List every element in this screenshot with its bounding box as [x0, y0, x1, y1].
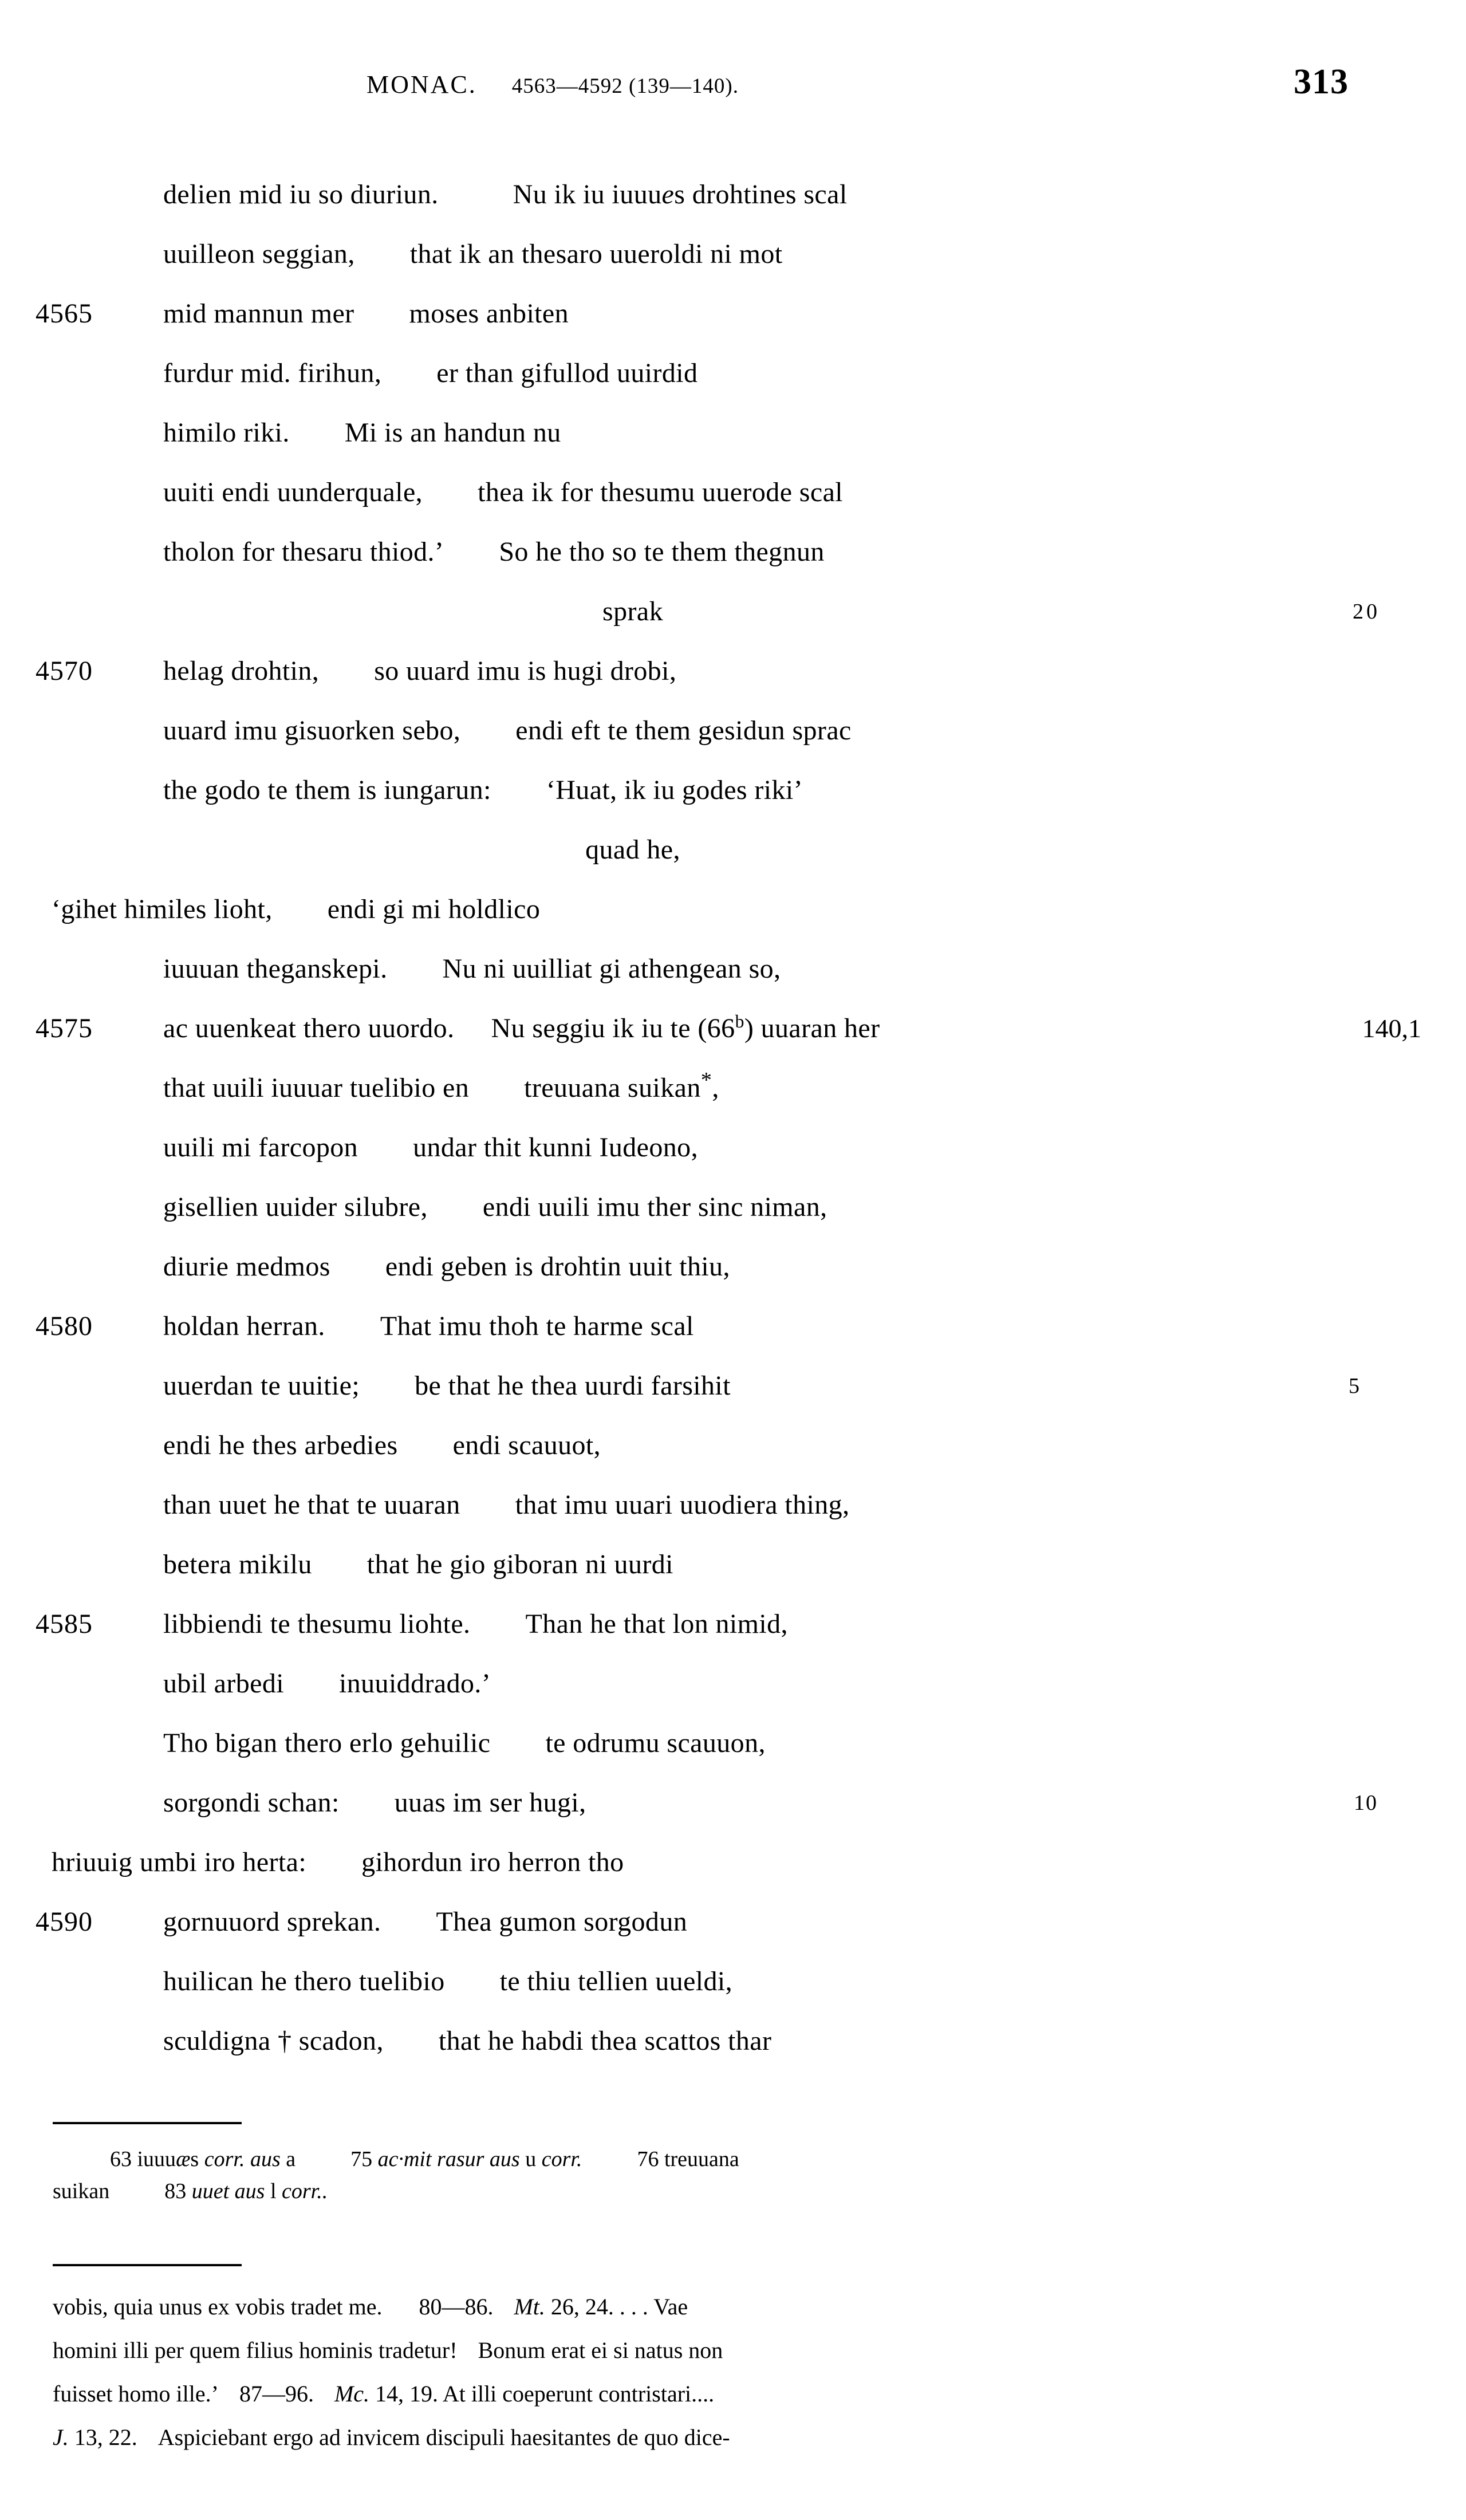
marginal-line-number: 20	[1353, 600, 1380, 624]
verse-line	[0, 1475, 1466, 1535]
marginal-line-number: 140,1	[1362, 1014, 1421, 1043]
verse-text	[163, 999, 880, 1058]
text-run: himilo riki.	[163, 418, 290, 448]
verse-line	[0, 1297, 1466, 1356]
text-run: uuard imu gisuorken sebo,	[163, 715, 461, 746]
verse-text	[163, 1773, 586, 1833]
verse-text	[163, 522, 825, 582]
verse-text	[52, 880, 540, 939]
text-run: Nu ni uuilliat gi athengean so,	[442, 954, 781, 984]
text-run: furdur mid. firihun,	[163, 358, 382, 388]
text-run: treuuana suikan	[524, 1073, 701, 1103]
verse-text	[163, 403, 561, 463]
text-run: suikan	[53, 2179, 110, 2203]
text-run: endi he thes arbedies	[163, 1430, 398, 1460]
text-run: Tho bigan thero erlo gehuilic	[163, 1728, 491, 1758]
text-run: 14, 19. At illi coeperunt contristari....	[369, 2381, 715, 2407]
verse-line	[0, 880, 1466, 939]
text-run: holdan herran.	[163, 1311, 325, 1341]
text-run: l	[265, 2179, 282, 2203]
text-run: uuet aus	[191, 2179, 265, 2203]
text-run: ,	[712, 1073, 719, 1103]
text-run: thea ik for thesumu uuerode scal	[478, 477, 844, 507]
text-run: uuili mi farcopon	[163, 1132, 358, 1163]
text-run: uuiti endi uunderquale,	[163, 477, 423, 507]
text-run: helag drohtin,	[163, 656, 320, 686]
text-run: æ	[176, 2147, 191, 2171]
text-run: betera mikilu	[163, 1549, 312, 1580]
running-head-manuscript-label: MONAC.	[366, 70, 477, 99]
text-run: Bonum erat ei si natus non	[478, 2337, 723, 2363]
verse-line	[0, 999, 1466, 1058]
text-run: be that he thea uurdi farsihit	[415, 1371, 731, 1401]
text-run: te odrumu scauuon,	[545, 1728, 766, 1758]
text-run: Mi is an handun nu	[344, 418, 561, 448]
verse-text	[163, 1892, 687, 1952]
verse-text	[163, 225, 783, 284]
text-run: inuuiddrado.’	[339, 1668, 491, 1699]
verse-text	[163, 701, 852, 761]
text-run: fuisset homo ille.’	[53, 2381, 219, 2407]
text-run: moses anbiten	[409, 298, 569, 329]
apparatus-line	[53, 2143, 1421, 2175]
text-run: Nu seggiu ik iu te (66	[491, 1013, 735, 1044]
text-run: endi scauuot,	[452, 1430, 601, 1460]
verse-text	[163, 1356, 731, 1416]
verse-number: 4565	[36, 298, 93, 329]
text-run: ‘gihet himiles lioht	[52, 894, 266, 924]
text-run: huilican he thero tuelibio	[163, 1966, 445, 1997]
apparatus-rule	[53, 2122, 242, 2124]
text-run: ) uuaran her	[744, 1013, 880, 1044]
verse-line	[0, 1118, 1466, 1178]
verse-line	[0, 1237, 1466, 1297]
source-rule	[53, 2264, 242, 2266]
verse-line	[0, 1654, 1466, 1714]
text-run: that uuili iuuuar tuelibio en	[163, 1073, 470, 1103]
verse-line	[0, 1535, 1466, 1594]
verse-line	[0, 403, 1466, 463]
verse-line	[0, 701, 1466, 761]
text-run: Mt.	[514, 2294, 545, 2320]
verse-text	[163, 1952, 732, 2011]
verse-text	[163, 1118, 698, 1178]
text-run: Nu ik iu iuuu	[513, 179, 662, 210]
verse-text	[163, 1178, 827, 1237]
text-run: iuuuan theganskepi.	[163, 954, 388, 984]
latin-source-line	[53, 2329, 1398, 2372]
latin-source-notes	[53, 2285, 1398, 2459]
verse-text	[163, 939, 781, 999]
verse-number: 4585	[36, 1609, 93, 1639]
text-run: er than gifullod uuirdid	[436, 358, 698, 388]
marginal-line-number: 10	[1354, 1791, 1378, 1815]
verse-text	[163, 1714, 766, 1773]
page-number: 313	[1294, 62, 1349, 101]
verse-line	[0, 1892, 1466, 1952]
text-run: libbiendi te thesumu liohte.	[163, 1609, 471, 1639]
text-run: vobis, quia unus ex vobis tradet me.	[53, 2294, 383, 2320]
running-head	[0, 62, 1466, 116]
verse-line	[0, 1178, 1466, 1237]
text-run: corr. aus	[204, 2147, 281, 2171]
text-run: endi eft te them gesidun sprac	[515, 715, 852, 746]
text-run: ac uuenkeat thero uuordo.	[163, 1013, 455, 1044]
text-run: uuas im ser hugi,	[394, 1787, 586, 1818]
text-run: gisellien uuider silubre,	[163, 1192, 428, 1222]
verse-text	[163, 1654, 491, 1714]
latin-source-line	[53, 2416, 1398, 2459]
verse-text	[52, 1833, 624, 1892]
text-run: So he tho so te them thegnun	[499, 537, 825, 567]
text-run: 13, 22.	[68, 2424, 137, 2450]
text-run: hriuuig umbi iro herta:	[52, 1847, 307, 1877]
verse-line	[0, 1416, 1466, 1475]
verse-body	[0, 165, 1466, 2071]
text-run: 26, 24. . . . Vae	[545, 2294, 688, 2320]
verse-number: 4575	[36, 1013, 93, 1044]
verse-number: 4580	[36, 1311, 93, 1341]
text-run: endi geben is drohtin uuit thiu,	[385, 1251, 730, 1282]
verse-line	[0, 582, 1466, 641]
verse-line	[0, 761, 1466, 820]
verse-line	[0, 641, 1466, 701]
text-run: Mc.	[334, 2381, 370, 2407]
text-run: that he habdi thea scattos thar	[438, 2026, 772, 2056]
text-run: endi gi mi holdlico	[327, 894, 541, 924]
text-run: corr.	[541, 2147, 582, 2171]
running-head-verse-range: 4563—4592 (139—140).	[511, 74, 739, 98]
text-run: *	[700, 1068, 712, 1092]
verse-line	[0, 1058, 1466, 1118]
text-run: endi uuili imu ther sinc niman,	[482, 1192, 827, 1222]
verse-line	[0, 1952, 1466, 2011]
text-run: 87—96.	[239, 2381, 314, 2407]
text-run: quad he,	[585, 834, 680, 865]
text-run: diurie medmos	[163, 1251, 330, 1282]
verse-text	[163, 1237, 730, 1297]
text-run: e	[661, 179, 675, 210]
verse-line	[0, 1773, 1466, 1833]
verse-text	[163, 284, 569, 344]
text-run: that ik an thesaro uueroldi ni mot	[409, 239, 783, 269]
text-run: undar thit kunni Iudeono,	[413, 1132, 698, 1163]
text-run: gihordun iro herron tho	[361, 1847, 624, 1877]
apparatus-criticus	[53, 2143, 1421, 2207]
verse-number: 4570	[36, 656, 93, 686]
verse-text	[163, 1535, 673, 1594]
text-run: homini illi per quem filius hominis tradetur!	[53, 2337, 458, 2363]
text-run: Than he that lon nimid,	[525, 1609, 788, 1639]
text-run: corr..	[282, 2179, 328, 2203]
verse-line	[0, 225, 1466, 284]
verse-text	[163, 344, 697, 403]
text-run: ,	[265, 894, 273, 924]
text-run: s	[190, 2147, 204, 2171]
text-run: sprak	[602, 596, 663, 627]
text-run: gornuuord sprekan.	[163, 1907, 381, 1937]
verse-line	[0, 939, 1466, 999]
text-run: 76 treuuana	[637, 2147, 739, 2171]
marginal-line-number: 5	[1349, 1374, 1359, 1398]
verse-line	[0, 522, 1466, 582]
text-run: te thiu tellien uueldi,	[499, 1966, 733, 1997]
text-run: 63 iuuu	[110, 2147, 176, 2171]
text-run: s drohtines scal	[674, 179, 848, 210]
text-run: ‘Huat, ik iu godes riki’	[546, 775, 803, 805]
verse-line	[0, 344, 1466, 403]
apparatus-line	[53, 2175, 1421, 2207]
text-run: 80—86.	[419, 2294, 494, 2320]
text-run: b	[735, 1011, 744, 1031]
text-run: delien mid iu so diuriun.	[163, 179, 439, 210]
verse-line	[0, 1594, 1466, 1654]
verse-number: 4590	[36, 1907, 93, 1937]
verse-text	[163, 1058, 719, 1118]
text-run: the godo te them is iungarun:	[163, 775, 491, 805]
verse-line	[0, 820, 1466, 880]
verse-text	[163, 2011, 771, 2071]
verse-text	[163, 463, 843, 522]
text-run: mid mannun mer	[163, 298, 354, 329]
verse-line	[0, 1714, 1466, 1773]
text-run: tholon for thesaru thiod.’	[163, 537, 444, 567]
text-run: a	[280, 2147, 296, 2171]
text-run: u	[519, 2147, 542, 2171]
verse-text	[163, 1475, 849, 1535]
verse-text	[0, 582, 1266, 641]
text-run: Aspiciebant ergo ad invicem discipuli haesitantes de quo dice-	[157, 2424, 730, 2450]
latin-source-line	[53, 2372, 1398, 2416]
text-run: ac·mit rasur aus	[377, 2147, 520, 2171]
verse-line	[0, 463, 1466, 522]
text-run: sculdigna † scadon,	[163, 2026, 384, 2056]
verse-line	[0, 1833, 1466, 1892]
text-run: ubil arbedi	[163, 1668, 285, 1699]
verse-text	[163, 1594, 788, 1654]
verse-text	[163, 1416, 601, 1475]
text-run: sorgondi schan:	[163, 1787, 340, 1818]
verse-text	[163, 1297, 694, 1356]
text-run: uuilleon seggian,	[163, 239, 355, 269]
text-run: That imu thoh te harme scal	[380, 1311, 694, 1341]
verse-line	[0, 2011, 1466, 2071]
verse-text	[163, 165, 848, 225]
text-run: 83	[164, 2179, 192, 2203]
text-run: Thea gumon sorgodun	[436, 1907, 688, 1937]
text-run: uuerdan te uuitie;	[163, 1371, 360, 1401]
text-run: 75	[350, 2147, 378, 2171]
verse-line	[0, 165, 1466, 225]
text-run: than uuet he that te uuaran	[163, 1490, 460, 1520]
text-run: so uuard imu is hugi drobi,	[374, 656, 677, 686]
verse-line	[0, 284, 1466, 344]
running-head-title	[366, 70, 739, 99]
verse-text	[163, 761, 803, 820]
verse-text	[163, 641, 676, 701]
verse-text	[0, 820, 1266, 880]
latin-source-line	[53, 2285, 1398, 2329]
text-run: J.	[53, 2424, 69, 2450]
text-run: that imu uuari uuodiera thing,	[515, 1490, 850, 1520]
text-run: that he gio giboran ni uurdi	[366, 1549, 673, 1580]
verse-line	[0, 1356, 1466, 1416]
